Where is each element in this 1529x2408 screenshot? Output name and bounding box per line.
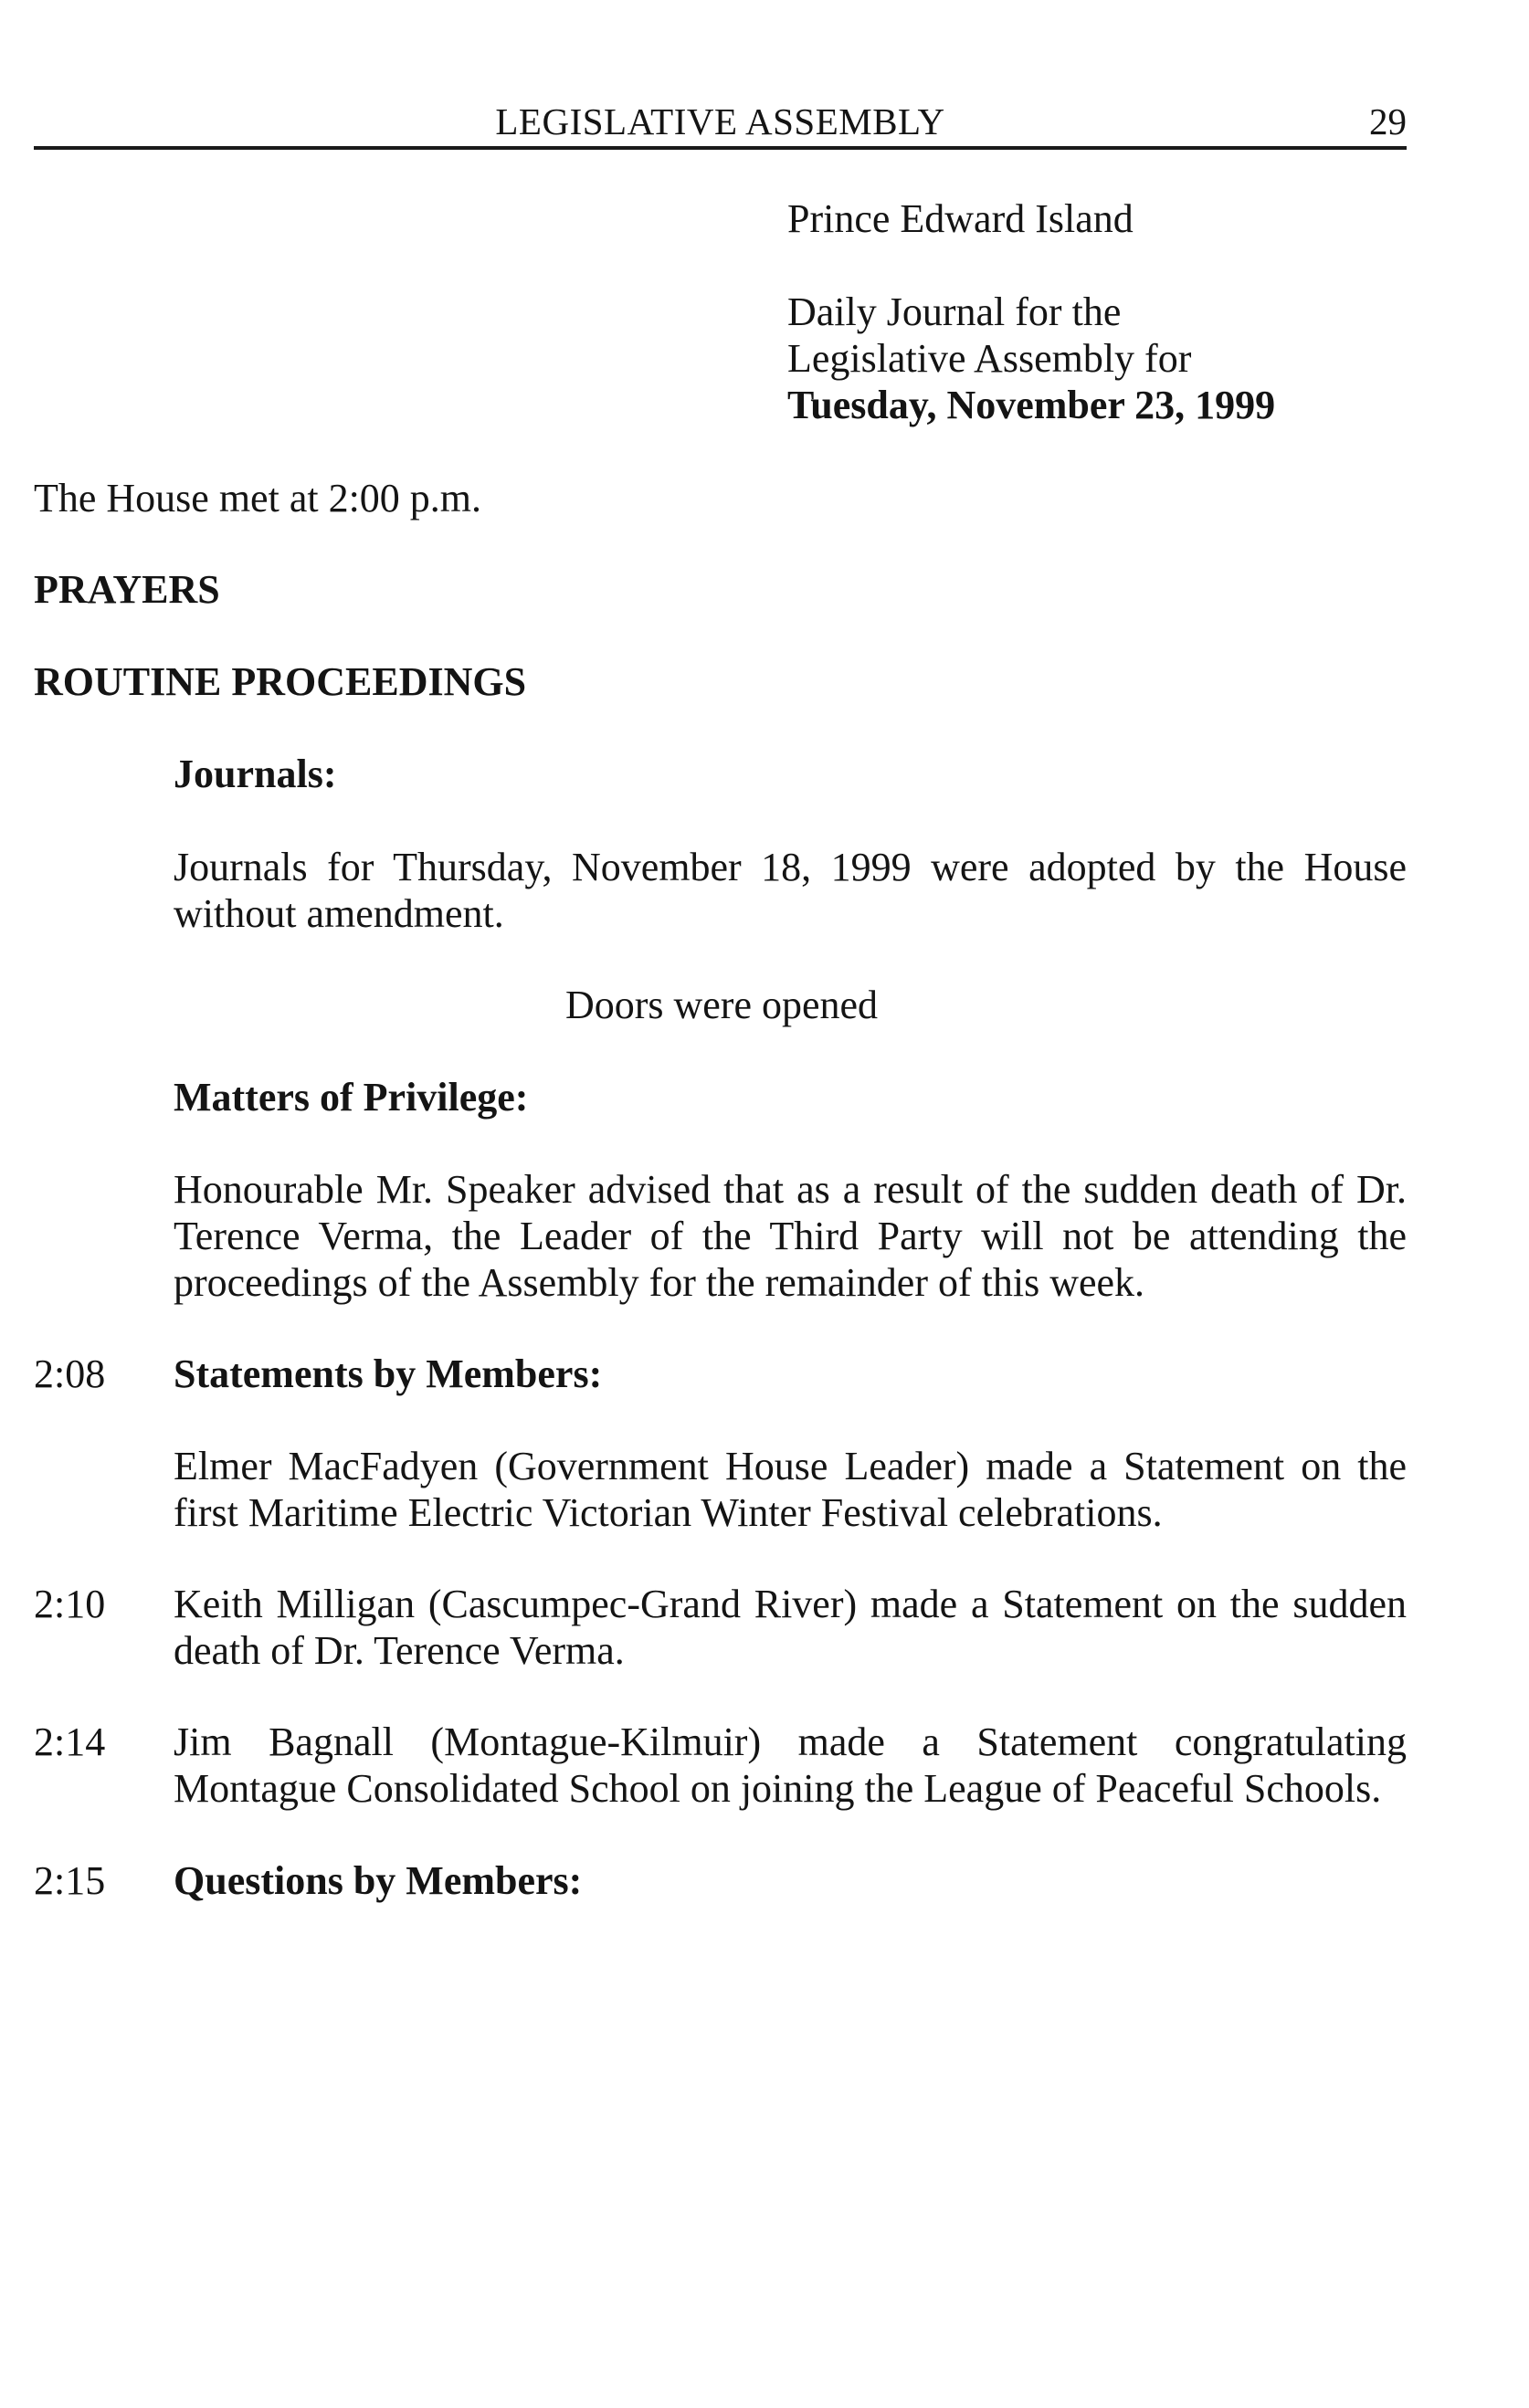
privilege-heading: Matters of Privilege:: [174, 1075, 529, 1120]
opening-statement: The House met at 2:00 p.m.: [34, 476, 482, 521]
statement-bagnall: [174, 1719, 1407, 1812]
statement-line-2: death of Dr. Terence Verma.: [174, 1628, 625, 1673]
journal-title-line-2: Legislative Assembly for: [787, 336, 1192, 381]
statement-line-1: Elmer MacFadyen (Government House Leader) made a Statement on the: [174, 1444, 1407, 1488]
header-title: LEGISLATIVE ASSEMBLY: [495, 100, 945, 142]
privilege-paragraph: [174, 1166, 1407, 1306]
journals-paragraph: [174, 844, 1407, 937]
statement-line-2: first Maritime Electric Victorian Winter Festival celebrations.: [174, 1490, 1163, 1535]
statement-macfadyen: [174, 1443, 1407, 1536]
entry-time: 2:08: [34, 1351, 106, 1396]
routine-proceedings-heading: ROUTINE PROCEEDINGS: [34, 659, 527, 704]
page-number: 29: [1369, 100, 1407, 142]
entry-time: 2:15: [34, 1858, 106, 1903]
doors-opened: Doors were opened: [564, 983, 879, 1027]
entry-time: 2:10: [34, 1582, 106, 1626]
statement-milligan: [174, 1581, 1407, 1674]
privilege-line-1: Honourable Mr. Speaker advised that as a result of the sudden death of Dr.: [174, 1167, 1407, 1212]
statement-line-1: Keith Milligan (Cascumpec-Grand River) made a Statement on the sudden: [174, 1582, 1407, 1626]
statement-line-2: Montague Consolidated School on joining the League of Peaceful Schools.: [174, 1766, 1382, 1811]
privilege-line-3: proceedings of the Assembly for the remainder of this week.: [174, 1260, 1145, 1305]
statement-line-1: Jim Bagnall (Montague-Kilmuir) made a Statement congratulating: [174, 1719, 1407, 1764]
privilege-line-2: Terence Verma, the Leader of the Third Party will not be attending the: [174, 1214, 1407, 1258]
sitting-date: Tuesday, November 23, 1999: [787, 383, 1276, 427]
entry-time: 2:14: [34, 1719, 106, 1764]
statements-heading: Statements by Members:: [174, 1351, 603, 1396]
prayers-heading: PRAYERS: [34, 567, 220, 612]
questions-heading: Questions by Members:: [174, 1858, 583, 1903]
journal-title-line-1: Daily Journal for the: [787, 289, 1122, 334]
running-header: [34, 97, 1407, 150]
journals-line-1: Journals for Thursday, November 18, 1999 were adopted by the House: [174, 845, 1407, 889]
journals-line-2: without amendment.: [174, 891, 504, 936]
province-name: Prince Edward Island: [787, 196, 1134, 241]
journals-heading: Journals:: [174, 752, 337, 796]
